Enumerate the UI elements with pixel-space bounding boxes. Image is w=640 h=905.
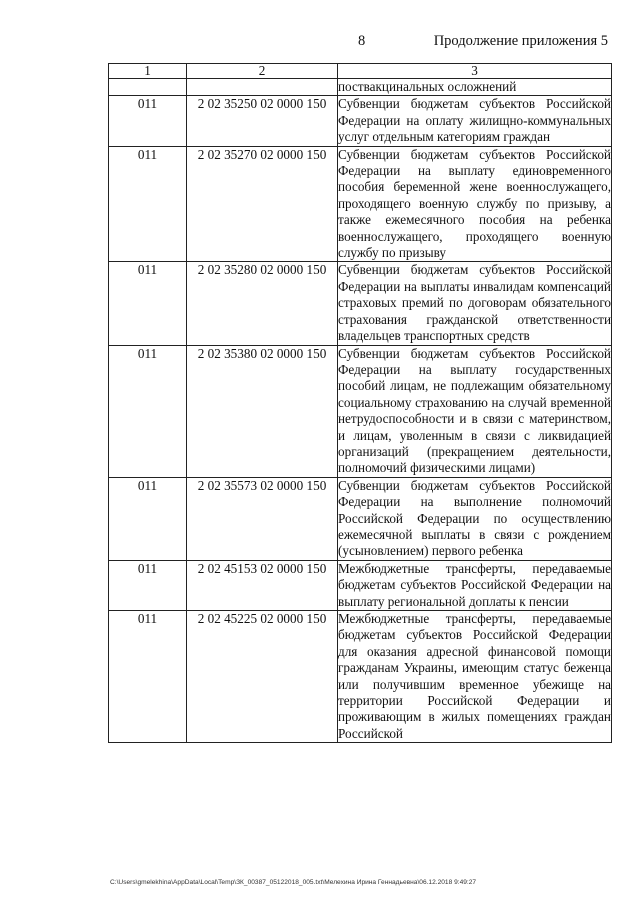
table-row — [109, 96, 612, 146]
revenue-name: Межбюджетные трансферты, передаваемые бюджетам субъектов Российской Федерации для оказания адресной финансовой помощи гражданам Украины, имеющим статус беженца или получившим временное убежище на территории Российской Федерации и проживающим в жилых помещениях граждан Российской — [338, 611, 611, 741]
carry-over-row — [109, 79, 612, 96]
revenue-code: 2 02 35380 02 0000 150 — [187, 345, 338, 477]
table-row — [109, 262, 612, 345]
column-number-row — [109, 64, 612, 79]
table-row — [109, 611, 612, 743]
continuation-label: Продолжение приложения 5 — [433, 33, 608, 49]
admin-code: 011 — [109, 345, 187, 477]
revenue-code: 2 02 35250 02 0000 150 — [187, 96, 338, 146]
table-row — [109, 146, 612, 262]
revenue-name: Субвенции бюджетам субъектов Российской Федерации на выплату государственных пособий лицам, не подлежащим обязательному социальному страхованию на случай временной нетрудоспособности и в связи с материнством, и лицам, уволенным в связи с ликвидацией организаций (прекращением деятельности, полномочий физическими лицами) — [338, 345, 611, 476]
revenue-name: Субвенции бюджетам субъектов Российской Федерации на оплату жилищно-коммунальных услуг отдельным категориям граждан — [338, 96, 611, 145]
column-header-2: 2 — [187, 64, 338, 79]
revenue-code: 2 02 35280 02 0000 150 — [187, 262, 338, 345]
budget-codes-table — [108, 63, 612, 743]
admin-code: 011 — [109, 560, 187, 610]
revenue-code: 2 02 45153 02 0000 150 — [187, 560, 338, 610]
carry-over-empty-2 — [187, 79, 338, 96]
table-row — [109, 345, 612, 477]
carry-over-text: поствакцинальных осложнений — [338, 79, 612, 96]
revenue-name: Субвенции бюджетам субъектов Российской Федерации на выполнение полномочий Российской Федерации по осуществлению ежемесячной выплаты в связи с рождением (усыновлением) первого ребенка — [338, 477, 611, 559]
admin-code: 011 — [109, 146, 187, 262]
revenue-name: Субвенции бюджетам субъектов Российской Федерации на выплату единовременного пособия беременной жене военнослужащего, проходящего военную службу по призыву, а также ежемесячного пособия на ребенка военнослужащего, проходящего военную службу по призыву — [338, 146, 611, 261]
carry-over-empty-1 — [109, 79, 187, 96]
revenue-code: 2 02 35270 02 0000 150 — [187, 146, 338, 262]
table-row — [109, 560, 612, 610]
revenue-name: Межбюджетные трансферты, передаваемые бюджетам субъектов Российской Федерации на выплату региональной доплаты к пенсии — [338, 560, 611, 609]
column-header-3: 3 — [338, 64, 612, 79]
page-number: 8 — [358, 33, 366, 49]
admin-code: 011 — [109, 262, 187, 345]
column-header-1: 1 — [109, 64, 187, 79]
admin-code: 011 — [109, 96, 187, 146]
admin-code: 011 — [109, 611, 187, 743]
revenue-code: 2 02 45225 02 0000 150 — [187, 611, 338, 743]
table-row — [109, 477, 612, 560]
file-path-footer: C:\Users\gmelekhina\AppData\Local\Temp\ЗК_00387_05122018_005.txt\Мелехина Ирина Геннадьевна\06.12.2018 9:49:27 — [110, 879, 477, 886]
revenue-name: Субвенции бюджетам субъектов Российской Федерации на выплаты инвалидам компенсаций страховых премий по договорам обязательного страхования гражданской ответственности владельцев транспортных средств — [338, 262, 611, 344]
revenue-code: 2 02 35573 02 0000 150 — [187, 477, 338, 560]
admin-code: 011 — [109, 477, 187, 560]
